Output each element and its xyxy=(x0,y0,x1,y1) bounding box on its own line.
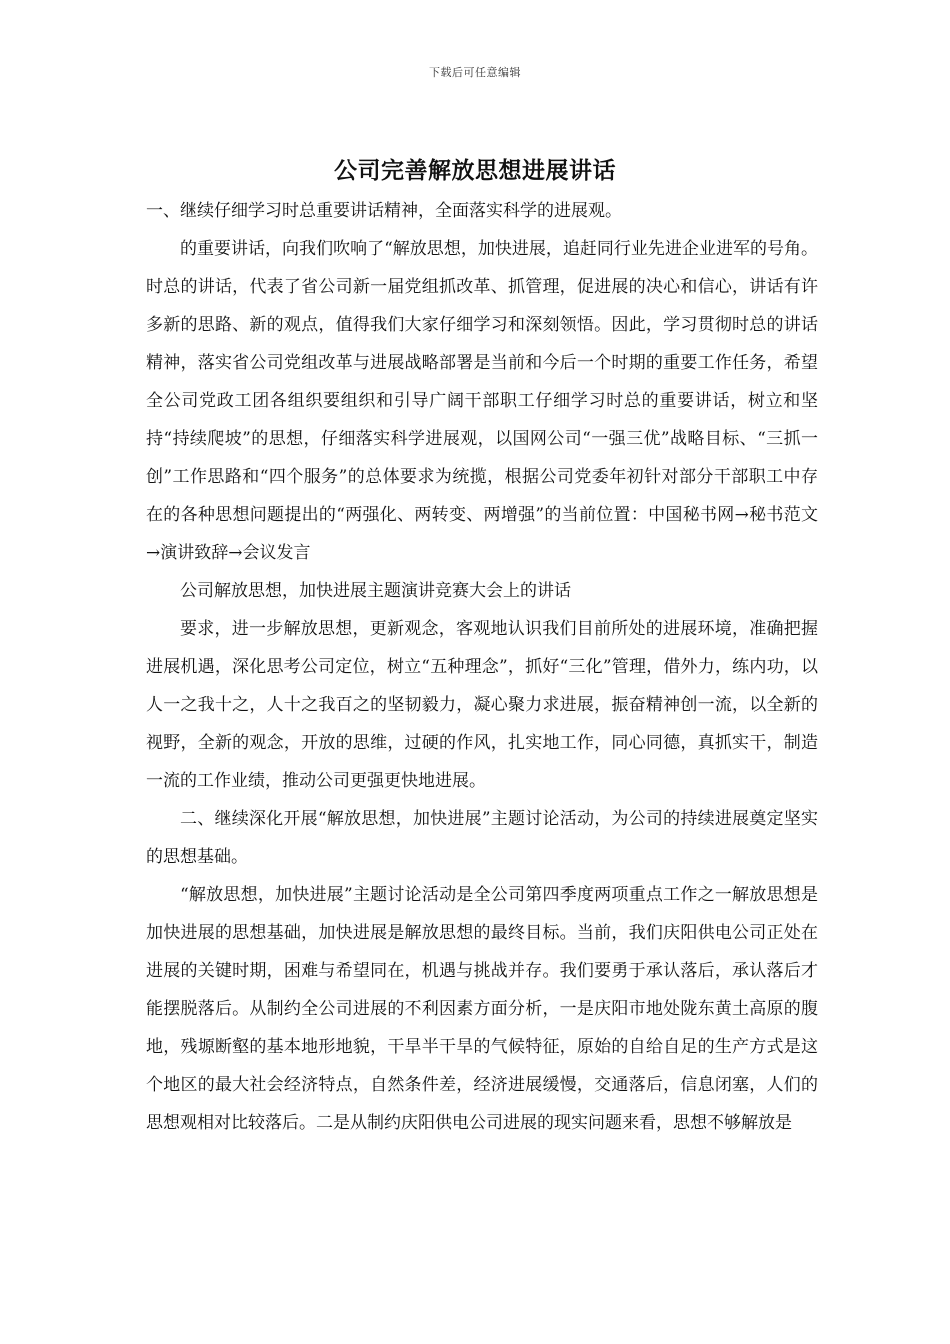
header-note: 下载后可任意编辑 xyxy=(429,66,521,79)
document-title: 公司完善解放思想进展讲话 xyxy=(334,157,616,184)
paragraph-section-two-heading: 二、继续深化开展“解放思想，加快进展”主题讨论活动，为公司的持续进展奠定坚实的思想基础。 xyxy=(146,809,818,867)
paragraph-discussion-activity: “解放思想，加快进展”主题讨论活动是全公司第四季度两项重点工作之一解放思想是加快进展的思想基础，加快进展是解放思想的最终目标。当前，我们庆阳供电公司正处在进展的关键时期，困难与希望同在，机遇与挑战并存。我们要勇于承认落后，承认落后才能摆脱落后。从制约全公司进展的不利因素方面分析，一是庆阳市地处陇东黄土高原的腹地，残塬断壑的基本地形地貌，干旱半干旱的气候特征，原始的自给自足的生产方式是这个地区的最大社会经济特点，自然条件差，经济进展缓慢，交通落后，信息闭塞，人们的思想观相对比较落后。二是从制约庆阳供电公司进展的现实问题来看，思想不够解放是 xyxy=(146,885,818,1133)
paragraph-section-one-heading: 一、继续仔细学习时总重要讲话精神，全面落实科学的进展观。 xyxy=(146,201,622,221)
paragraph-speech-spirit: 的重要讲话，向我们吹响了“解放思想，加快进展，追赶同行业先进企业进军的号角。时总的讲话，代表了省公司新一届党组抓改革、抓管理，促进展的决心和信心，讲话有许多新的思路、新的观点，值得我们大家仔细学习和深刻领悟。因此，学习贯彻时总的讲话精神，落实省公司党组改革与进展战略部署是当前和今后一个时期的重要工作任务，希望全公司党政工团各组织要组织和引导广阔干部职工仔细学习时总的重要讲话，树立和坚持“持续爬坡”的思想，仔细落实科学进展观，以国网公司“一强三优”战略目标、“三抓一创”工作思路和“四个服务”的总体要求为统揽，根据公司党委年初针对部分干部职工中存在的各种思想问题提出的“两强化、两转变、两增强”的当前位置：中国秘书网→秘书范文→演讲致辞→会议发言 xyxy=(146,239,818,563)
paragraph-speech-title: 公司解放思想，加快进展主题演讲竞赛大会上的讲话 xyxy=(180,581,571,601)
document-body xyxy=(146,192,818,1142)
paragraph-requirements: 要求，进一步解放思想，更新观念，客观地认识我们目前所处的进展环境，准确把握进展机遇，深化思考公司定位，树立“五种理念”，抓好“三化”管理，借外力，练内功，以人一之我十之，人十之我百之的坚韧毅力，凝心聚力求进展，振奋精神创一流，以全新的视野，全新的观念，开放的思维，过硬的作风，扎实地工作，同心同德，真抓实干，制造一流的工作业绩，推动公司更强更快地进展。 xyxy=(146,619,818,791)
